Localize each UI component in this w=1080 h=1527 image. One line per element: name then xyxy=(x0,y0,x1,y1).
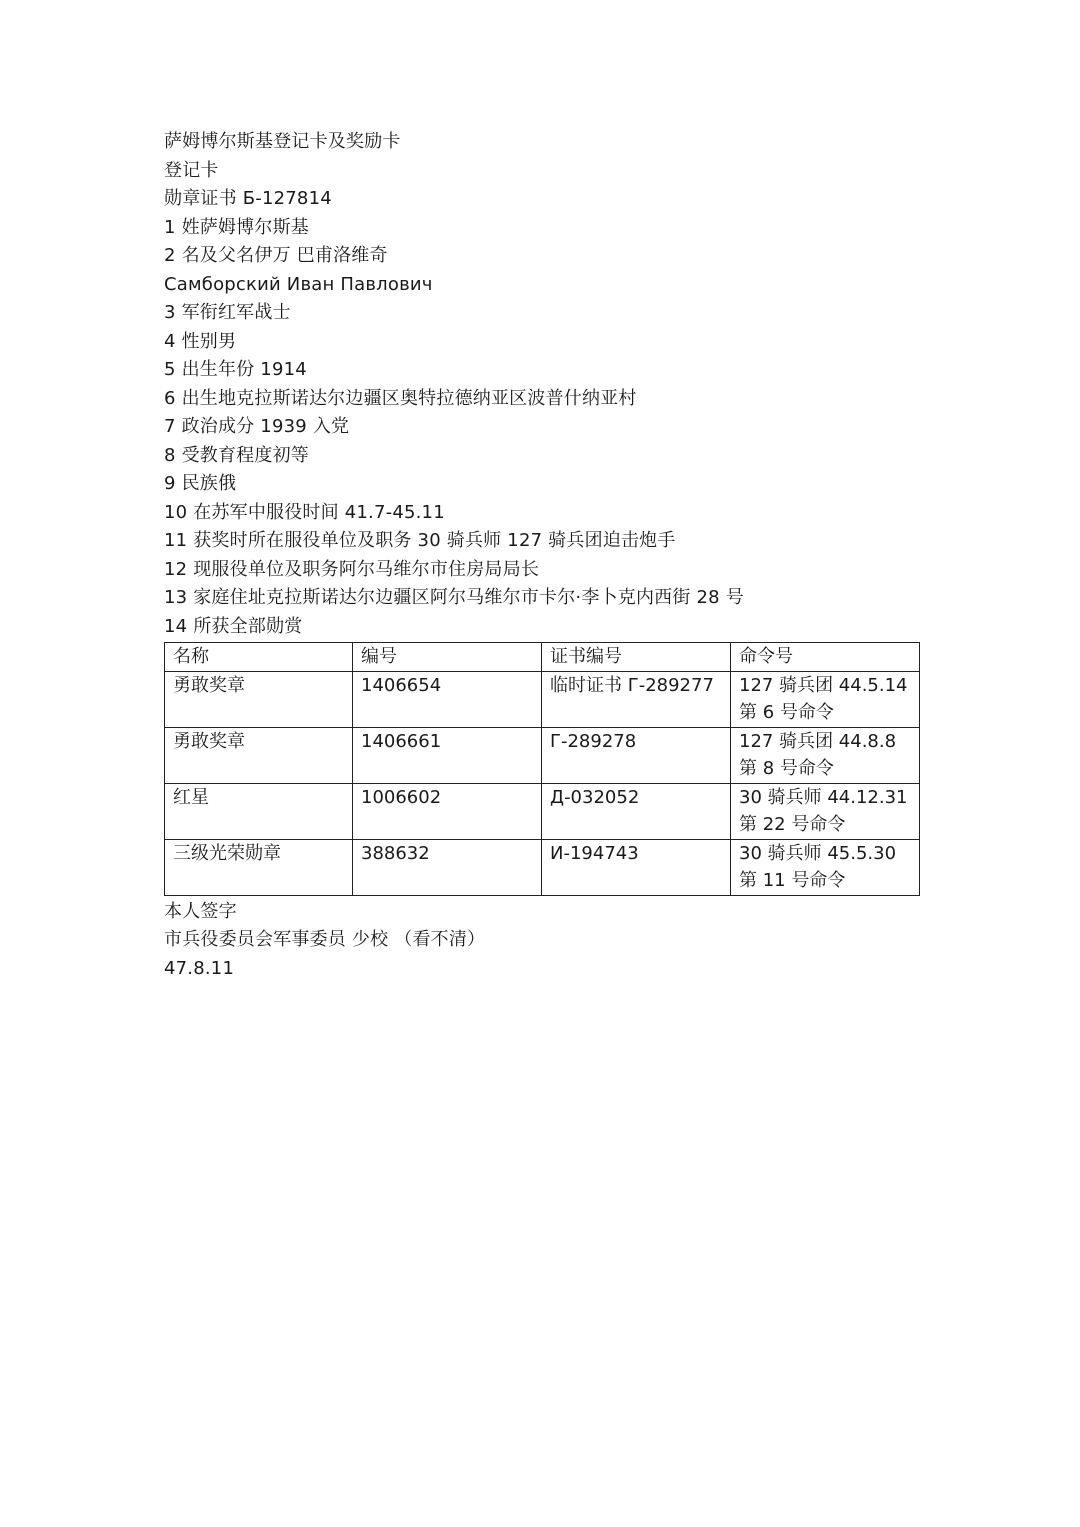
table-header-row xyxy=(165,643,920,672)
order-unit-date: 30 骑兵师 45.5.30 xyxy=(739,842,897,864)
table-row xyxy=(165,839,920,895)
field-rank: 3 军衔红军战士 xyxy=(164,302,291,323)
field-ethnicity: 9 民族俄 xyxy=(164,473,237,494)
document-page xyxy=(164,128,924,983)
awards-table xyxy=(164,642,920,896)
certificate-number: 勋章证书 Б-127814 xyxy=(164,188,332,209)
field-birth-year: 5 出生年份 1914 xyxy=(164,359,307,380)
award-number: 1006602 xyxy=(353,783,542,839)
table-row xyxy=(165,727,920,783)
field-sex: 4 性别男 xyxy=(164,330,237,352)
header-order-number: 命令号 xyxy=(731,643,920,672)
field-birthplace: 6 出生地克拉斯诺达尔边疆区奥特拉德纳亚区波普什纳亚村 xyxy=(164,387,637,409)
award-name: 勇敢奖章 xyxy=(165,671,353,727)
order-number: 第 6 号命令 xyxy=(739,702,834,723)
signature-label: 本人签字 xyxy=(164,900,237,922)
field-home-address: 13 家庭住址克拉斯诺达尔边疆区阿尔马维尔市卡尔·李卜克内西街 28 号 xyxy=(164,587,744,608)
award-cert: И-194743 xyxy=(542,839,731,895)
award-number: 1406654 xyxy=(353,671,542,727)
field-name-patronymic: 2 名及父名伊万 巴甫洛维奇 xyxy=(164,245,388,266)
field-current-post: 12 现服役单位及职务阿尔马维尔市住房局局长 xyxy=(164,558,540,580)
official-signature: 市兵役委员会军事委员 少校 （看不清） xyxy=(164,929,486,950)
field-education: 8 受教育程度初等 xyxy=(164,444,309,466)
field-political-status: 7 政治成分 1939 入党 xyxy=(164,416,350,437)
award-name: 勇敢奖章 xyxy=(165,727,353,783)
field-unit-at-award: 11 获奖时所在服役单位及职务 30 骑兵师 127 骑兵团迫击炮手 xyxy=(164,530,676,551)
award-order xyxy=(731,727,920,783)
order-number: 第 22 号命令 xyxy=(739,814,846,835)
order-number: 第 11 号命令 xyxy=(739,870,846,891)
field-surname: 1 姓萨姆博尔斯基 xyxy=(164,216,309,238)
order-unit-date: 127 骑兵团 44.5.14 xyxy=(739,674,908,696)
header-number: 编号 xyxy=(353,643,542,672)
award-cert: Д-032052 xyxy=(542,783,731,839)
award-order xyxy=(731,783,920,839)
card-subtitle: 登记卡 xyxy=(164,159,219,181)
order-unit-date: 127 骑兵团 44.8.8 xyxy=(739,730,897,752)
award-order xyxy=(731,671,920,727)
table-row xyxy=(165,783,920,839)
award-name: 红星 xyxy=(165,783,353,839)
field-russian-name: Самборский Иван Павлович xyxy=(164,273,433,295)
award-cert: Г-289278 xyxy=(542,727,731,783)
header-cert-number: 证书编号 xyxy=(542,643,731,672)
order-unit-date: 30 骑兵师 44.12.31 xyxy=(739,786,908,808)
field-service-period: 10 在苏军中服役时间 41.7-45.11 xyxy=(164,501,445,523)
field-awards-heading: 14 所获全部勋赏 xyxy=(164,615,303,637)
document-date: 47.8.11 xyxy=(164,957,235,979)
document-title: 萨姆博尔斯基登记卡及奖励卡 xyxy=(164,131,401,152)
order-number: 第 8 号命令 xyxy=(739,758,834,779)
award-number: 388632 xyxy=(353,839,542,895)
award-number: 1406661 xyxy=(353,727,542,783)
award-order xyxy=(731,839,920,895)
table-row xyxy=(165,671,920,727)
award-name: 三级光荣勋章 xyxy=(165,839,353,895)
award-cert: 临时证书 Г-289277 xyxy=(542,671,731,727)
header-name: 名称 xyxy=(165,643,353,672)
